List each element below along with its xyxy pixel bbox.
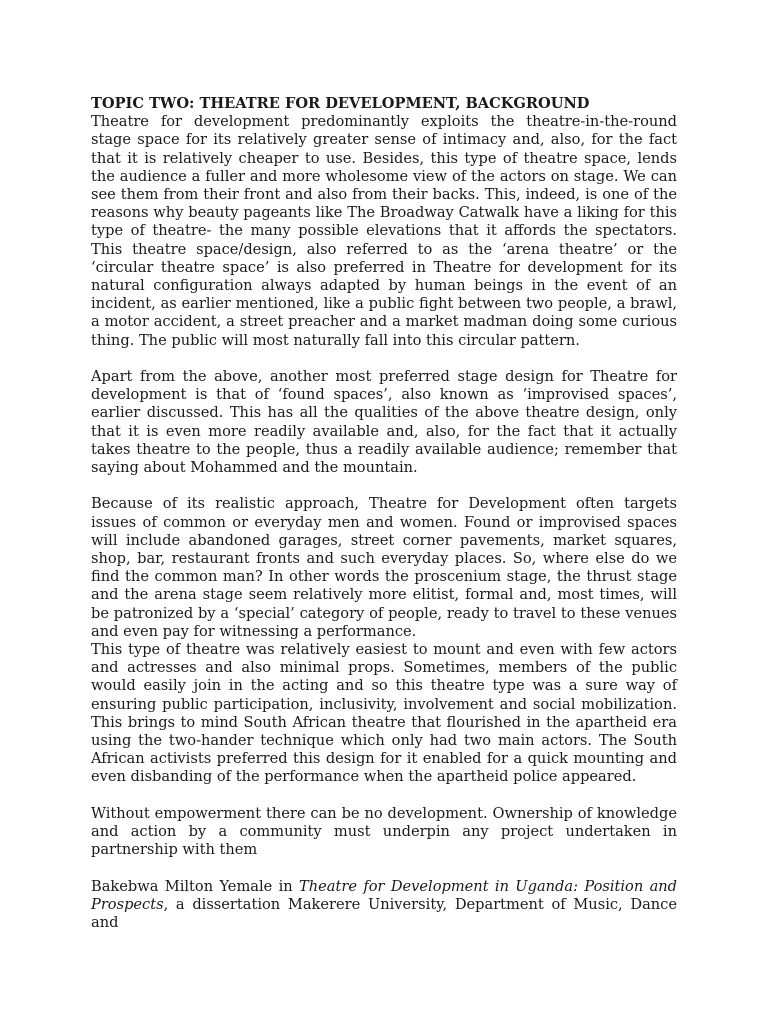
citation-details: , a dissertation Makerere University, Department of Music, Dance and (91, 895, 677, 932)
paragraph-found-spaces: Apart from the above, another most preferred stage design for Theatre for development is that of ‘found spaces’, also known as ‘improvised spaces’, earlier discussed. This has all the qualities of the above theatre design, only that it is even more readily available and, also, for the fact that it actually takes theatre to the people, thus a readily available audience; remember that saying about Mohammed and the mountain. (91, 368, 677, 477)
paragraph-gap (91, 477, 677, 495)
paragraph-gap (91, 350, 677, 368)
paragraph-easiest-to-mount: This type of theatre was relatively easiest to mount and even with few actors and actresses and also minimal props. Sometimes, members of the public would easily join in the acting and so this theatre type was a sure way of ensuring public participation, inclusivity, involvement and social mobilization. This brings to mind South African theatre that flourished in the apartheid era using the two-hander technique which only had two main actors. The South African activists preferred this design for it enabled for a quick mounting and even disbanding of the performance when the apartheid police appeared. (91, 641, 677, 786)
paragraph-citation (91, 878, 677, 933)
paragraph-arena-theatre: Theatre for development predominantly exploits the theatre-in-the-round stage space for its relatively greater sense of intimacy and, also, for the fact that it is relatively cheaper to use. Besides, this type of theatre space, lends the audience a fuller and more wholesome view of the actors on stage. We can see them from their front and also from their backs. This, indeed, is one of the reasons why beauty pageants like The Broadway Catwalk have a liking for this type of theatre- the many possible elevations that it affords the spectators. This theatre space/design, also referred to as the ‘arena theatre’ or the ‘circular theatre space’ is also preferred in Theatre for development for its natural configuration always adapted by human beings in the event of an incident, as earlier mentioned, like a public fight between two people, a brawl, a motor accident, a street preacher and a market madman doing some curious thing. The public will most naturally fall into this circular pattern. (91, 113, 677, 349)
citation-author: Bakebwa Milton Yemale in (91, 877, 300, 895)
paragraph-empowerment: Without empowerment there can be no development. Ownership of knowledge and action by a community must underpin any project undertaken in partnership with them (91, 804, 677, 859)
paragraph-realistic-approach: Because of its realistic approach, Theatre for Development often targets issues of common or everyday men and women. Found or improvised spaces will include abandoned garages, street corner pavements, market squares, shop, bar, restaurant fronts and such everyday places. So, where else do we find the common man? In other words the proscenium stage, the thrust stage and the arena stage seem relatively more elitist, formal and, most times, will be patronized by a ‘special’ category of people, ready to travel to these venues and even pay for witnessing a performance. (91, 495, 677, 640)
document-page (91, 95, 677, 932)
paragraph-gap (91, 859, 677, 877)
topic-heading: TOPIC TWO: THEATRE FOR DEVELOPMENT, BACKGROUND (91, 95, 590, 112)
citation-title: Theatre for Development in Uganda: Position and Prospects (91, 877, 678, 913)
paragraph-gap (91, 787, 677, 805)
